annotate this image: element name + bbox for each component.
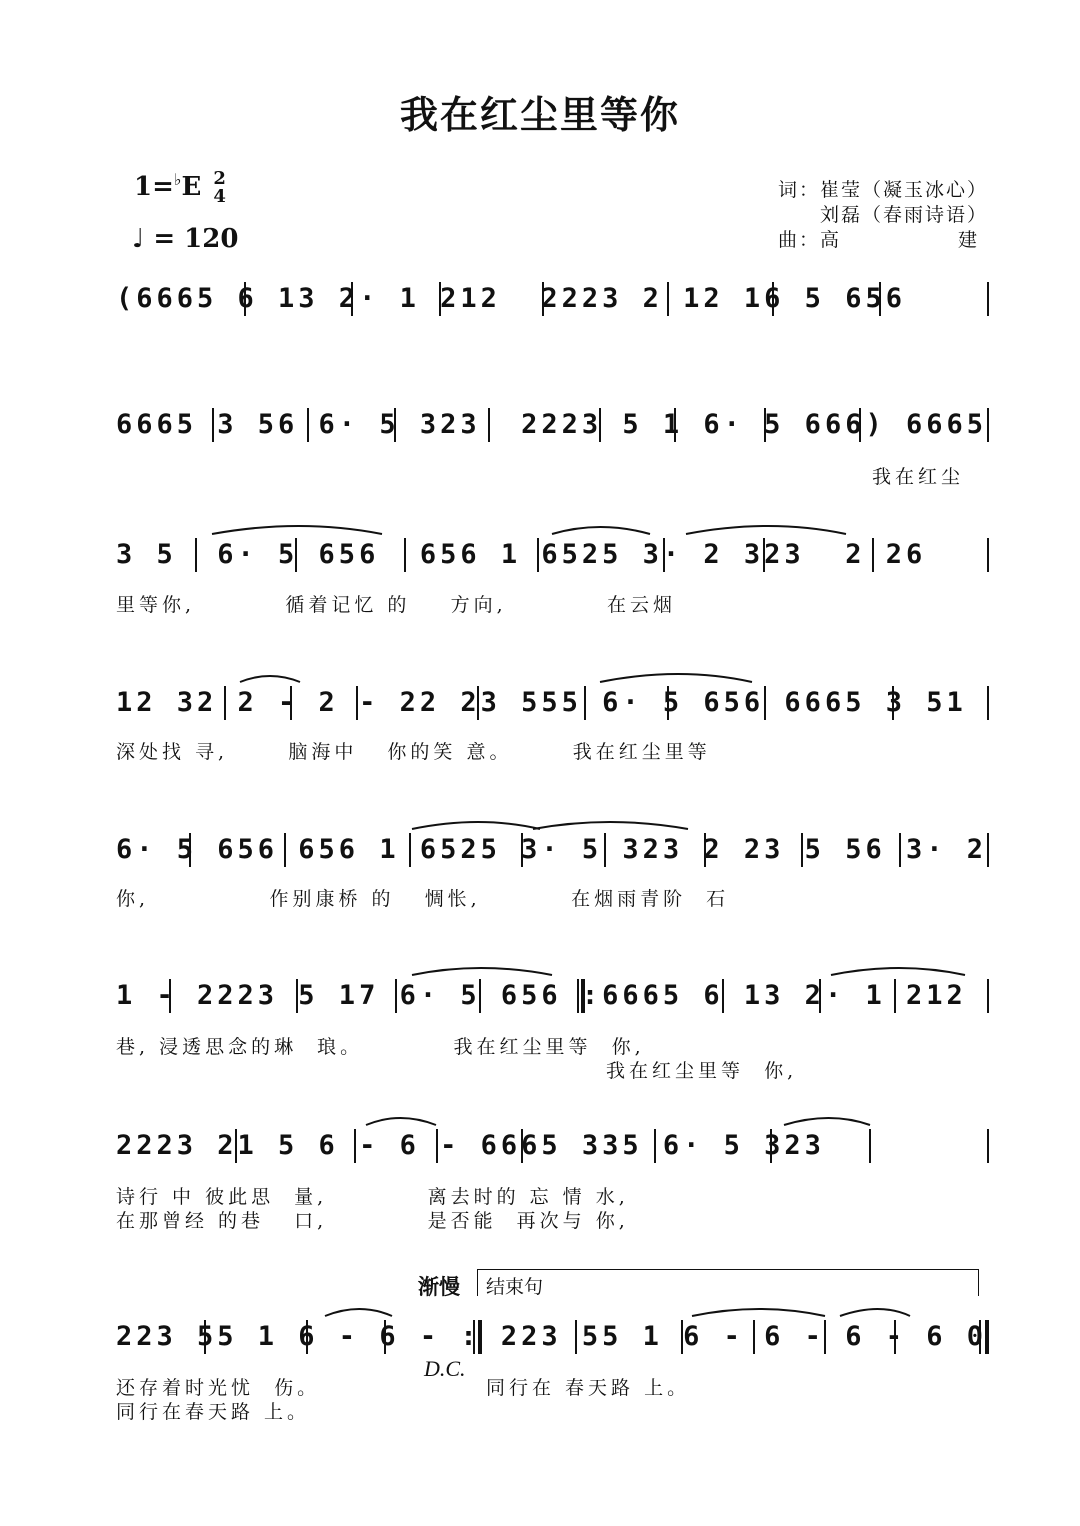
lyricist-credit-2: 刘磊（春雨诗语） xyxy=(820,204,989,226)
ending-bracket xyxy=(477,1269,979,1296)
lyrics-line-2: 我在红尘 xyxy=(872,466,965,488)
composer-credit-end: 建 xyxy=(958,229,980,251)
lyrics-line-7b: 在那曾经 的巷 口, 是否能 再次与 你, xyxy=(116,1210,629,1232)
score-line-8 xyxy=(116,1316,990,1358)
song-title: 我在红尘里等你 xyxy=(399,93,680,137)
lyrics-line-8c: 同行在 春天路 上。 xyxy=(486,1377,691,1399)
lyrics-line-7a: 诗行 中 彼此思 量, 离去时的 忘 情 水, xyxy=(116,1186,629,1208)
score-line-1 xyxy=(116,278,990,320)
notation: 6665 3 56 6· 5 323 2223 5 1 6· 5 666) 6665 xyxy=(116,409,987,440)
ritardando-marking: 渐慢 xyxy=(418,1275,460,1299)
notation: (6665 6 13 2· 1 212 2223 2 12 16 5 656 xyxy=(116,283,906,314)
lyrics-line-6a: 巷, 浸透思念的琳 琅。 我在红尘里等 你, xyxy=(116,1036,645,1058)
lyrics-line-8a: 还存着时光忧 伤。 xyxy=(116,1377,321,1399)
composer-credit: 曲：高 xyxy=(778,229,842,251)
lyrics-line-5: 你, 作别康桥 的 惆怅, 在烟雨青阶 石 xyxy=(116,888,730,910)
tempo-value: = 120 xyxy=(153,224,239,254)
tempo-marking xyxy=(132,224,238,254)
lyrics-line-4: 深处找 寻, 脑海中 你的笑 意。 我在红尘里等 xyxy=(116,741,711,763)
notation: 3 5 6· 5 656 656 1 6525 3· 2 323 2 26 xyxy=(116,539,927,570)
dc-marking: D.C. xyxy=(424,1356,466,1381)
quarter-note-icon: ♩ xyxy=(132,224,145,254)
key-signature xyxy=(134,170,226,206)
score-line-2 xyxy=(116,404,990,446)
score-line-4 xyxy=(116,682,990,724)
notation: 12 32 2 - 2 - 22 23 555 6· 5 656 6665 3 51 xyxy=(116,687,967,718)
lyrics-line-6b: 我在红尘里等 你, xyxy=(606,1060,798,1082)
lyricist-credit: 词：崔莹（凝玉冰心） xyxy=(778,179,989,201)
lyrics-line-8b: 同行在春天路 上。 xyxy=(116,1401,311,1423)
notation: 223 55 1 6 - 6 - : 223 55 1 6 - 6 - 6 - 6 0 xyxy=(116,1321,987,1352)
score-line-3 xyxy=(116,534,990,576)
score-line-7 xyxy=(116,1125,990,1167)
notation: 1 - 2223 5 17 6· 5 656 :6665 6 13 2· 1 212 xyxy=(116,980,967,1011)
notation: 2223 21 5 6 - 6 - 6665 335 6· 5 323 xyxy=(116,1130,825,1161)
time-unit: 4 xyxy=(213,186,226,207)
key-note: E xyxy=(181,172,202,202)
time-beats: 2 xyxy=(213,168,226,189)
score-line-5 xyxy=(116,829,990,871)
flat-sign: ♭ xyxy=(173,170,182,189)
lyrics-line-3: 里等你, 循着记忆 的 方向, 在云烟 xyxy=(116,594,677,616)
key-prefix: 1= xyxy=(134,172,174,202)
score-line-6 xyxy=(116,975,990,1017)
notation: 6· 5 656 656 1 6525 3· 5 323 2 23 5 56 3· 2 xyxy=(116,834,987,865)
time-signature xyxy=(213,170,226,206)
ending-label: 结束句 xyxy=(486,1276,544,1298)
